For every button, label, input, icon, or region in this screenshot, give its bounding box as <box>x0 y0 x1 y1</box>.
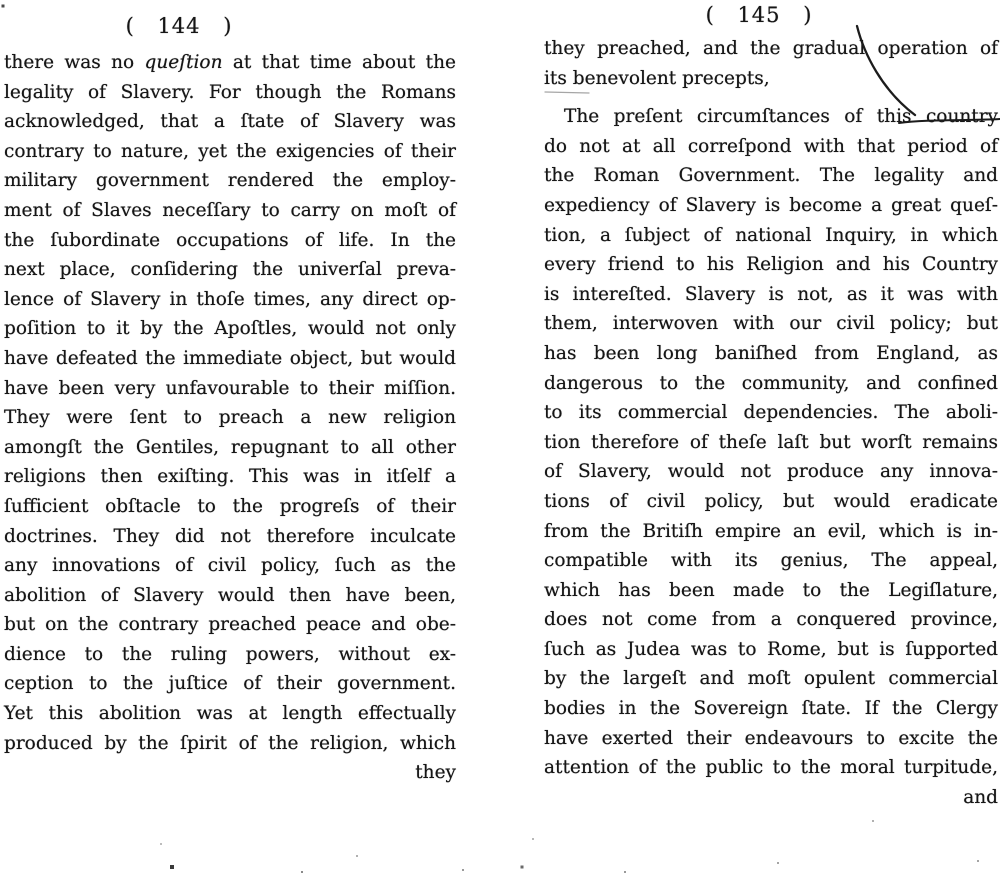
text-line: Yet this abolition was at length effectually <box>4 703 456 725</box>
text-line: its benevolent precepts, <box>544 67 770 89</box>
text-line: to its commercial dependencies. The aboli- <box>544 402 998 424</box>
text-segment: there was no <box>4 52 145 73</box>
text-line: dangerous to the community, and confined <box>544 372 998 394</box>
text-line: but on the contrary preached peace and obe- <box>4 614 456 636</box>
text-line: ſufficient obſtacle to the progreſs of their <box>4 495 456 517</box>
text-line: legality of Slavery. For though the Romans <box>4 81 456 103</box>
text-line: tion, a ſubject of national Inquiry, in which <box>544 224 998 246</box>
text-line: tions of civil policy, but would eradicate <box>544 490 998 512</box>
text-line: next place, conſidering the univerſal preva- <box>4 259 456 281</box>
text-line: ſuch as Judea was to Rome, but is ſupported <box>544 638 998 660</box>
page-144-text-column <box>4 48 456 788</box>
catchword-left: they <box>415 762 456 784</box>
text-segment: at that time about the <box>222 52 456 73</box>
text-line: doctrines. They did not therefore inculcate <box>4 525 456 547</box>
text-line: The preſent circumſtances of this country <box>564 106 998 128</box>
text-line: by the largeſt and moſt opulent commercial <box>544 668 998 690</box>
text-line: religions then exiſting. This was in itſelf a <box>4 466 456 488</box>
text-line: have exerted their endeavours to excite the <box>544 727 998 749</box>
text-line: has been long baniſhed from England, as <box>544 342 998 364</box>
text-line: poſition to it by the Apoſtles, would not only <box>4 318 456 340</box>
page-number-header-145: ( 145 ) <box>705 3 813 27</box>
text-line: the Roman Government. The legality and <box>544 165 998 187</box>
text-line: dience to the ruling powers, without ex- <box>4 643 456 665</box>
text-line: bodies in the Sovereign ſtate. If the Clergy <box>544 698 998 720</box>
text-line: the ſubordinate occupations of life. In the <box>4 229 456 251</box>
text-line: ception to the juſtice of their government. <box>4 673 456 695</box>
text-line: have defeated the immediate object, but would <box>4 347 456 369</box>
text-line: compatible with its genius, The appeal, <box>544 550 998 572</box>
text-line: which has been made to the Legiſlature, <box>544 579 998 601</box>
text-line: lence of Slavery in thoſe times, any direct op- <box>4 288 456 310</box>
text-line: abolition of Slavery would then have been, <box>4 584 456 606</box>
text-line: have been very unfavourable to their miſſion. <box>4 377 456 399</box>
text-line: from the Britiſh empire an evil, which is in- <box>544 520 998 542</box>
scan-noise-specks <box>0 0 2 2</box>
text-line: produced by the ſpirit of the religion, which <box>4 732 456 754</box>
text-line: any innovations of civil policy, ſuch as the <box>4 555 456 577</box>
text-line: them, interwoven with our civil policy; but <box>544 313 998 335</box>
text-line: They were ſent to preach a new religion <box>4 407 456 429</box>
text-line: do not at all correſpond with that period of <box>544 135 998 157</box>
page-number-header-144: ( 144 ) <box>125 14 233 38</box>
text-line: every friend to his Religion and his Country <box>544 254 998 276</box>
text-line: acknowledged, that a ſtate of Slavery was <box>4 111 456 133</box>
text-line <box>4 48 456 78</box>
text-line: does not come from a conquered province, <box>544 609 998 631</box>
text-line: amongſt the Gentiles, repugnant to all other <box>4 436 456 458</box>
text-line: tion therefore of theſe laſt but worſt remains <box>544 431 998 453</box>
text-line: ment of Slaves neceſſary to carry on moſt of <box>4 199 456 221</box>
text-line: is intereſted. Slavery is not, as it was with <box>544 283 998 305</box>
page-145-text-column <box>544 34 998 812</box>
text-line: expediency of Slavery is become a great queſ- <box>544 194 998 216</box>
text-line: of Slavery, would not produce any innova- <box>544 461 998 483</box>
text-line: they preached, and the gradual operation of <box>544 38 998 59</box>
text-line: attention of the public to the moral turpitude, <box>544 757 998 779</box>
text-line: contrary to nature, yet the exigencies of their <box>4 140 456 162</box>
catchword-right: and <box>963 786 998 808</box>
text-line: military government rendered the employ- <box>4 170 456 192</box>
italic-word: queſtion <box>144 52 223 73</box>
